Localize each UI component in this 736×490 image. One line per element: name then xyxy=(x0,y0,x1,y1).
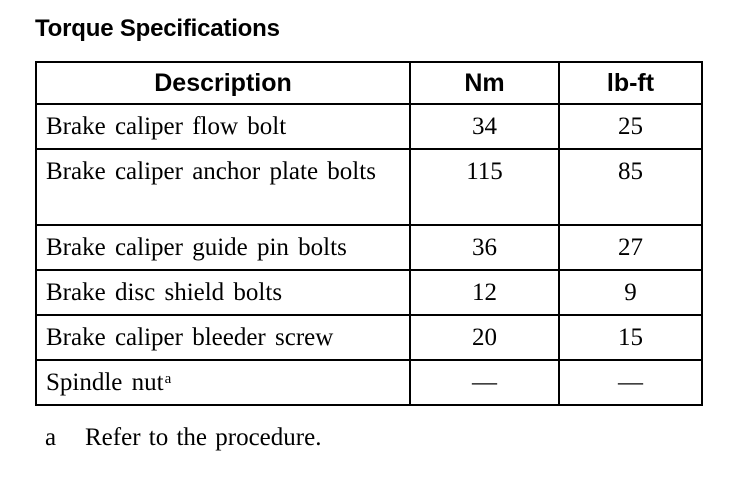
lbft-cell: 15 xyxy=(559,315,702,360)
footnote-text: Refer to the procedure. xyxy=(85,424,322,451)
description-cell: Brake disc shield bolts xyxy=(36,270,410,315)
description-cell: Brake caliper flow bolt xyxy=(36,104,410,149)
column-header-description: Description xyxy=(36,62,410,104)
page-title: Torque Specifications xyxy=(35,15,280,42)
column-header-nm: Nm xyxy=(410,62,559,104)
nm-cell: 20 xyxy=(410,315,559,360)
torque-specifications-table xyxy=(35,61,703,406)
table-row xyxy=(36,225,702,270)
table-row xyxy=(36,149,702,225)
lbft-cell: — xyxy=(559,360,702,405)
description-text: Spindle nut xyxy=(46,369,164,396)
lbft-cell: 25 xyxy=(559,104,702,149)
table-row xyxy=(36,360,702,405)
nm-cell: 115 xyxy=(410,149,559,225)
lbft-cell: 85 xyxy=(559,149,702,225)
nm-cell: — xyxy=(410,360,559,405)
nm-cell: 36 xyxy=(410,225,559,270)
lbft-cell: 27 xyxy=(559,225,702,270)
description-cell: Brake caliper guide pin bolts xyxy=(36,225,410,270)
description-cell: Brake caliper anchor plate bolts xyxy=(36,149,410,225)
nm-cell: 12 xyxy=(410,270,559,315)
table-row xyxy=(36,315,702,360)
lbft-cell: 9 xyxy=(559,270,702,315)
nm-cell: 34 xyxy=(410,104,559,149)
table-header-row xyxy=(36,62,702,104)
footnote xyxy=(45,422,321,453)
footnote-mark: a xyxy=(45,424,57,451)
description-cell xyxy=(36,360,410,405)
table-row xyxy=(36,270,702,315)
description-cell: Brake caliper bleeder screw xyxy=(36,315,410,360)
footnote-reference: a xyxy=(164,371,172,387)
column-header-lbft: lb-ft xyxy=(559,62,702,104)
table-row xyxy=(36,104,702,149)
